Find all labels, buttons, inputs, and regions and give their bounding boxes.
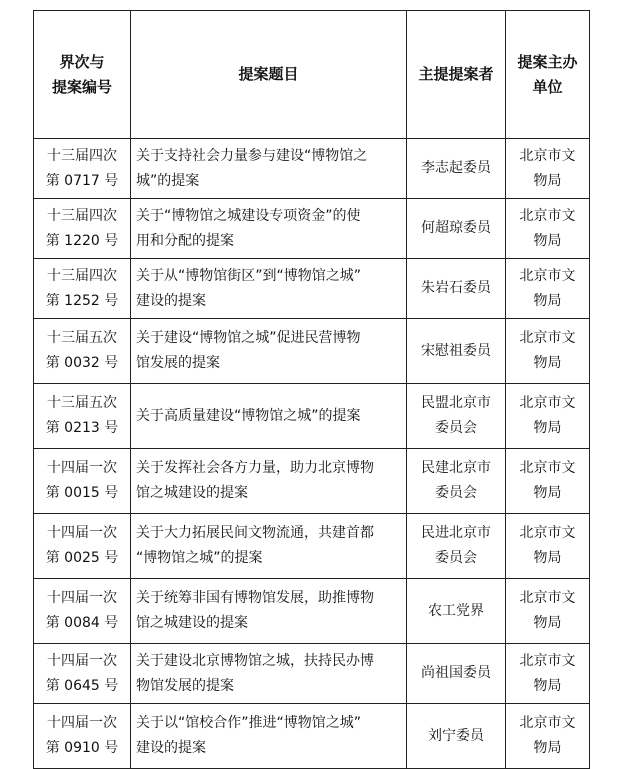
table-row	[34, 319, 590, 384]
cell-title	[131, 579, 407, 644]
cell-session-id	[34, 139, 131, 199]
header-proposer: 主提提案者	[407, 11, 506, 139]
cell-proposer	[407, 449, 506, 514]
cell-title	[131, 384, 407, 449]
session-id-line2: 第 0032 号	[45, 355, 119, 371]
session-id-line1: 十四届一次	[47, 525, 117, 541]
unit-line1: 北京市文	[519, 460, 576, 476]
proposer-line1: 民建北京市	[421, 460, 491, 476]
unit-line2: 物局	[533, 677, 562, 694]
proposer-line1: 尚祖国委员	[421, 665, 491, 681]
unit-line2: 物局	[533, 232, 562, 249]
unit-line1: 北京市文	[519, 267, 576, 284]
unit-line2: 物局	[533, 292, 562, 309]
session-id-line1: 十四届一次	[47, 460, 117, 476]
cell-session-id	[34, 199, 131, 259]
title-line1: 关于建设“博物馆之城”促进民营博物	[136, 330, 361, 346]
table-row	[34, 139, 590, 199]
cell-proposer	[407, 644, 506, 704]
proposer-line1: 民盟北京市	[421, 395, 491, 411]
title-line2: 物馆发展的提案	[136, 677, 234, 694]
cell-title	[131, 259, 407, 319]
unit-line1: 北京市文	[519, 147, 576, 164]
title-line2: 馆之城建设的提案	[136, 485, 248, 501]
table-row	[34, 199, 590, 259]
header-session-id-line2: 提案编号	[51, 77, 112, 96]
cell-proposer	[407, 579, 506, 644]
cell-proposer	[407, 199, 506, 259]
unit-line2: 物局	[533, 172, 562, 189]
cell-title	[131, 514, 407, 579]
title-line2: 馆发展的提案	[136, 355, 220, 371]
unit-line1: 北京市文	[519, 715, 576, 731]
title-line1: 关于支持社会力量参与建设“博物馆之	[136, 147, 368, 164]
unit-line2: 物局	[533, 420, 562, 436]
cell-session-id	[34, 259, 131, 319]
cell-proposer	[407, 514, 506, 579]
session-id-line1: 十四届一次	[47, 715, 117, 731]
unit-line1: 北京市文	[519, 652, 576, 669]
session-id-line1: 十三届四次	[47, 267, 117, 284]
title-line2: “博物馆之城”的提案	[136, 550, 263, 566]
title-line1: 关于建设北京博物馆之城，扶持民办博	[136, 652, 374, 669]
cell-unit	[506, 449, 590, 514]
session-id-line1: 十三届四次	[47, 207, 117, 224]
session-id-line2: 第 0025 号	[45, 550, 119, 566]
session-id-line2: 第 0213 号	[45, 420, 119, 436]
unit-line1: 北京市文	[519, 330, 576, 346]
proposer-line2: 委员会	[435, 550, 477, 566]
unit-line2: 物局	[533, 485, 562, 501]
cell-unit	[506, 514, 590, 579]
cell-title	[131, 449, 407, 514]
title-line1: 关于“博物馆之城建设专项资金”的使	[136, 207, 361, 224]
table-row	[34, 259, 590, 319]
table-row	[34, 644, 590, 704]
cell-session-id	[34, 384, 131, 449]
unit-line1: 北京市文	[519, 207, 576, 224]
session-id-line2: 第 1220 号	[45, 232, 119, 249]
cell-proposer	[407, 384, 506, 449]
cell-proposer	[407, 139, 506, 199]
cell-unit	[506, 579, 590, 644]
unit-line1: 北京市文	[519, 395, 576, 411]
cell-unit	[506, 644, 590, 704]
session-id-line2: 第 0015 号	[45, 485, 119, 501]
table-row	[34, 384, 590, 449]
cell-session-id	[34, 449, 131, 514]
session-id-line2: 第 0084 号	[45, 615, 119, 631]
proposer-line2: 委员会	[435, 420, 477, 436]
proposer-line1: 宋慰祖委员	[421, 342, 491, 359]
cell-unit	[506, 319, 590, 384]
session-id-line1: 十三届五次	[47, 395, 117, 411]
header-session-id	[34, 11, 131, 139]
cell-title	[131, 644, 407, 704]
session-id-line1: 十三届五次	[47, 330, 117, 346]
cell-session-id	[34, 514, 131, 579]
table-row	[34, 449, 590, 514]
unit-line2: 物局	[533, 615, 562, 631]
cell-unit	[506, 199, 590, 259]
cell-unit	[506, 384, 590, 449]
table-row	[34, 514, 590, 579]
session-id-line1: 十三届四次	[47, 147, 117, 164]
unit-line2: 物局	[533, 740, 562, 756]
title-line2: 建设的提案	[136, 740, 206, 756]
cell-title	[131, 199, 407, 259]
unit-line1: 北京市文	[519, 590, 576, 606]
table-header-row	[34, 11, 590, 139]
cell-title	[131, 139, 407, 199]
session-id-line2: 第 0910 号	[45, 740, 119, 756]
proposer-line1: 朱岩石委员	[421, 280, 491, 296]
proposer-line2: 委员会	[435, 485, 477, 501]
proposer-line1: 农工党界	[428, 602, 484, 619]
cell-title	[131, 319, 407, 384]
cell-session-id	[34, 579, 131, 644]
session-id-line1: 十四届一次	[47, 652, 117, 669]
title-line2: 城”的提案	[136, 172, 200, 189]
header-unit-line1: 提案主办	[517, 52, 578, 71]
cell-session-id	[34, 644, 131, 704]
cell-unit	[506, 139, 590, 199]
proposer-line1: 刘宁委员	[428, 727, 484, 744]
unit-line2: 物局	[533, 550, 562, 566]
header-unit	[506, 11, 590, 139]
unit-line1: 北京市文	[519, 525, 576, 541]
title-line1: 关于发挥社会各方力量，助力北京博物	[136, 460, 374, 476]
session-id-line1: 十四届一次	[47, 590, 117, 606]
session-id-line2: 第 0717 号	[45, 172, 119, 189]
cell-session-id	[34, 319, 131, 384]
session-id-line2: 第 0645 号	[45, 677, 119, 694]
title-line1: 关于高质量建设“博物馆之城”的提案	[136, 407, 361, 424]
title-line1: 关于统筹非国有博物馆发展，助推博物	[136, 590, 374, 606]
proposer-line1: 李志起委员	[421, 160, 491, 176]
cell-unit	[506, 259, 590, 319]
title-line1: 关于以“馆校合作”推进“博物馆之城”	[136, 715, 362, 731]
cell-proposer	[407, 259, 506, 319]
proposer-line1: 民进北京市	[421, 525, 491, 541]
proposals-table	[33, 10, 590, 769]
unit-line2: 物局	[533, 355, 562, 371]
title-line2: 馆之城建设的提案	[136, 615, 248, 631]
proposer-line1: 何超琼委员	[421, 220, 491, 236]
title-line2: 建设的提案	[136, 292, 206, 309]
header-title: 提案题目	[131, 11, 407, 139]
title-line1: 关于从“博物馆街区”到“博物馆之城”	[136, 267, 362, 284]
header-session-id-line1: 界次与	[59, 52, 105, 71]
title-line1: 关于大力拓展民间文物流通，共建首都	[136, 525, 374, 541]
cell-proposer	[407, 319, 506, 384]
table-row	[34, 579, 590, 644]
session-id-line2: 第 1252 号	[45, 292, 119, 309]
title-line2: 用和分配的提案	[136, 232, 234, 249]
header-unit-line2: 单位	[532, 77, 563, 96]
